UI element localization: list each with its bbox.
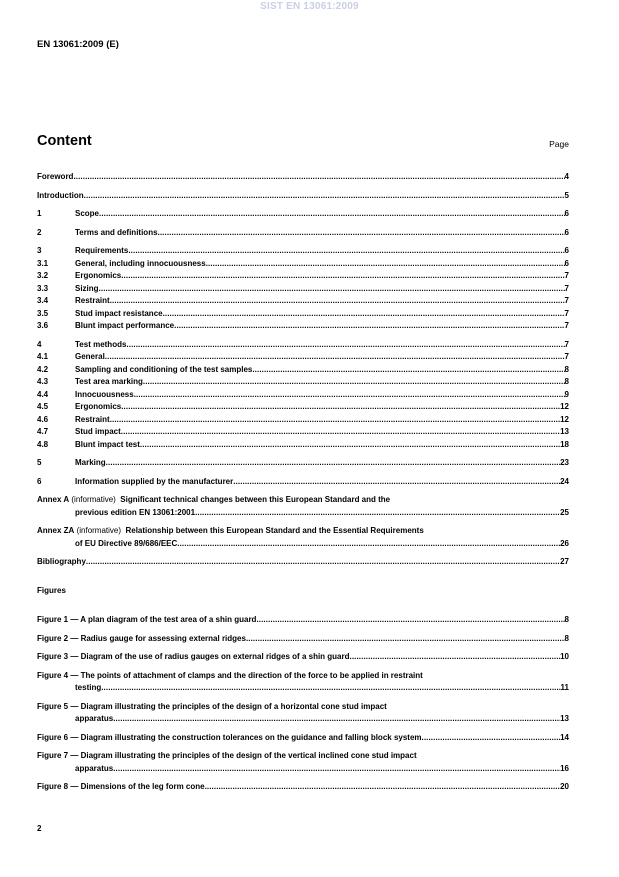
toc-entry-3-5[interactable]: 3.5 Stud impact resistance ..... 7 — [37, 308, 569, 321]
page-number: 2 — [37, 824, 42, 833]
toc-entry-4-2[interactable]: 4.2 Sampling and conditioning of the test samples ..... 8 — [37, 364, 569, 377]
figure-entry-1[interactable]: Figure 1 — A plan diagram of the test area of a shin guard ..... 8 — [37, 614, 569, 627]
figure-entry-3[interactable]: Figure 3 — Diagram of the use of radius gauges on external ridges of a shin guard ..... 10 — [37, 651, 569, 664]
toc-entry-introduction[interactable]: Introduction ..... 5 — [37, 190, 569, 203]
toc-entry-3-3[interactable]: 3.3 Sizing ..... 7 — [37, 283, 569, 296]
toc-entry-3-6[interactable]: 3.6 Blunt impact performance ..... 7 — [37, 320, 569, 333]
figures-heading: Figures — [37, 586, 66, 595]
figure-entry-2[interactable]: Figure 2 — Radius gauge for assessing external ridges ..... 8 — [37, 633, 569, 646]
toc-entry-4-6[interactable]: 4.6 Restraint ..... 12 — [37, 414, 569, 427]
figure-entry-6[interactable]: Figure 6 — Diagram illustrating the construction tolerances on the guidance and falling block system ..... 14 — [37, 732, 569, 745]
toc-entry-4-1[interactable]: 4.1 General ..... 7 — [37, 351, 569, 364]
figure-entry-5[interactable]: Figure 5 — Diagram illustrating the principles of the design of a horizontal cone stud impact apparatus ..... 13 — [37, 701, 569, 726]
toc-entry-marking[interactable]: 5 Marking ..... 23 — [37, 457, 569, 470]
toc-entry-annex-za[interactable]: Annex ZA (informative) Relationship between this European Standard and the Essential Requirements of EU Directive 89/686/EEC ..... 26 — [37, 525, 569, 550]
toc-entry-4-8[interactable]: 4.8 Blunt impact test ..... 18 — [37, 439, 569, 452]
document-id: EN 13061:2009 (E) — [37, 39, 119, 50]
toc-entry-scope[interactable]: 1 Scope ..... 6 — [37, 208, 569, 221]
table-of-contents — [37, 171, 569, 569]
toc-entry-4-5[interactable]: 4.5 Ergonomics ..... 12 — [37, 401, 569, 414]
toc-entry-information[interactable]: 6 Information supplied by the manufacturer ..... 24 — [37, 476, 569, 489]
watermark: SIST EN 13061:2009 — [260, 1, 359, 12]
page-column-label: Page — [549, 139, 569, 149]
toc-entry-bibliography[interactable]: Bibliography ..... 27 — [37, 556, 569, 569]
list-of-figures — [37, 614, 569, 794]
toc-entry-requirements[interactable]: 3 Requirements ..... 6 — [37, 245, 569, 258]
toc-entry-4-7[interactable]: 4.7 Stud impact ..... 13 — [37, 426, 569, 439]
toc-entry-terms[interactable]: 2 Terms and definitions ..... 6 — [37, 227, 569, 240]
figure-entry-4[interactable]: Figure 4 — The points of attachment of clamps and the direction of the force to be applied in restraint testing ..... 11 — [37, 670, 569, 695]
toc-entry-annex-a[interactable]: Annex A (informative) Significant technical changes between this European Standard and the previous edition EN 13061:2001 ..... 25 — [37, 494, 569, 519]
figure-entry-8[interactable]: Figure 8 — Dimensions of the leg form cone ..... 20 — [37, 781, 569, 794]
toc-entry-4-3[interactable]: 4.3 Test area marking ..... 8 — [37, 376, 569, 389]
toc-entry-3-4[interactable]: 3.4 Restraint ..... 7 — [37, 295, 569, 308]
toc-entry-4-4[interactable]: 4.4 Innocuousness ..... 9 — [37, 389, 569, 402]
toc-entry-foreword[interactable]: Foreword ..... 4 — [37, 171, 569, 184]
figure-entry-7[interactable]: Figure 7 — Diagram illustrating the principles of the design of the vertical inclined cone stud impact apparatus ..... 16 — [37, 750, 569, 775]
toc-entry-test-methods[interactable]: 4 Test methods ..... 7 — [37, 339, 569, 352]
toc-entry-3-2[interactable]: 3.2 Ergonomics ..... 7 — [37, 270, 569, 283]
page-title: Content — [37, 133, 92, 149]
toc-entry-3-1[interactable]: 3.1 General, including innocuousness ..... 6 — [37, 258, 569, 271]
